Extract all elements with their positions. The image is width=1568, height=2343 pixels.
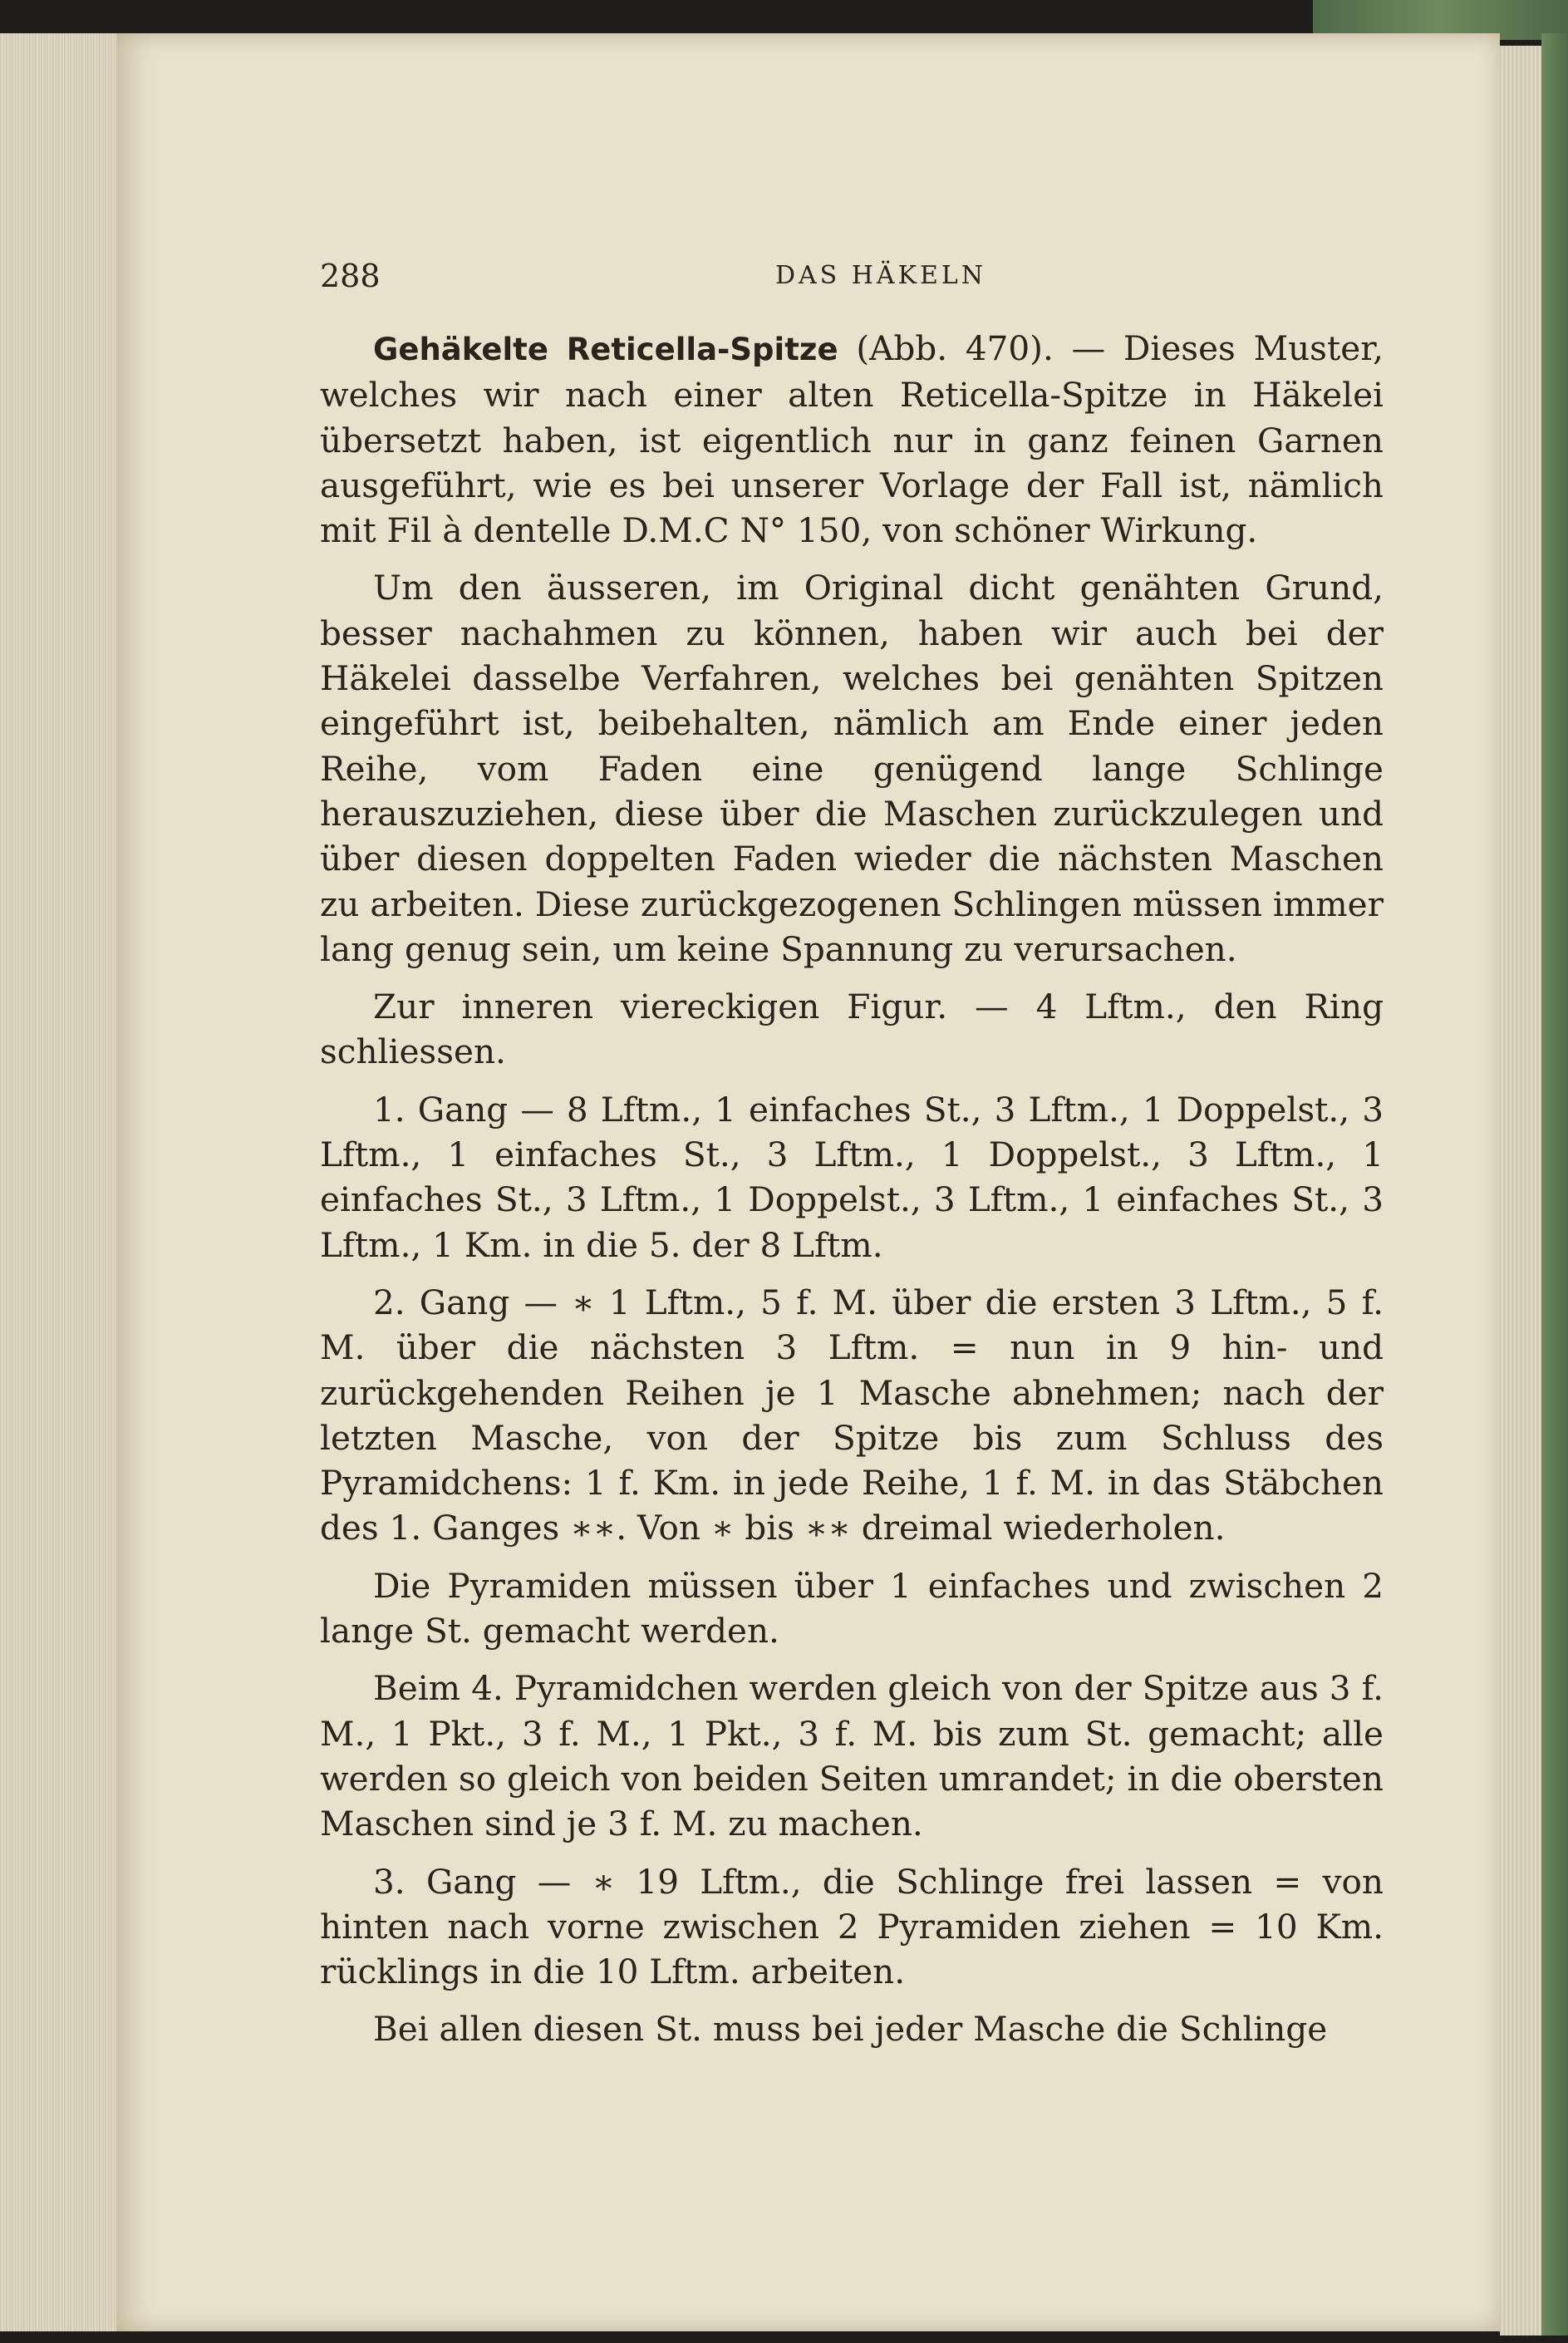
paragraph-text: (Abb. 470). — Dieses Muster, welches wir nach einer alten Reticella-Spitze in Häkelei übersetzt haben, ist eigentlich nur in ganz feinen Garnen ausgeführt, wie es bei unserer Vorlage der Fall ist, nämlich mit Fil à dentelle D.M.C N° 150, von schöner Wirkung. bbox=[320, 328, 1384, 551]
body-text bbox=[320, 326, 1384, 2065]
paragraph: Bei allen diesen St. muss bei jeder Masche die Schlinge bbox=[373, 2009, 1328, 2050]
paragraph: 3. Gang — ∗ 19 Lftm., die Schlinge frei lassen = von hinten nach vorne zwischen 2 Pyramiden ziehen = 10 Km. rücklings in die 10 Lftm. arbeiten. bbox=[320, 1861, 1384, 1992]
paragraph: Zur inneren viereckigen Figur. — 4 Lftm., den Ring schliessen. bbox=[320, 987, 1384, 1072]
page-number: 288 bbox=[320, 258, 381, 294]
paragraph bbox=[320, 326, 1384, 553]
paragraph: 1. Gang — 8 Lftm., 1 einfaches St., 3 Lftm., 1 Doppelst., 3 Lftm., 1 einfaches St., 3 Lftm., 1 Doppelst., 3 Lftm., 1 einfaches St., 3 Lftm., 1 Doppelst., 3 Lftm., 1 einfaches St., 3 Lftm., 1 Km. in die 5. der 8 Lftm. bbox=[320, 1089, 1384, 1265]
paragraph: Um den äusseren, im Original dicht genähten Grund, besser nachahmen zu können, haben wir auch bei der Häkelei dasselbe Verfahren, welches bei genähten Spitzen eingeführt ist, beibehalten, nämlich am Ende einer jeden Reihe, vom Faden eine genügend lange Schlinge herauszuziehen, diese über die Maschen zurückzulegen und über diesen doppelten Faden wieder die nächsten Maschen zu arbeiten. Diese zurückgezogenen Schlingen müssen immer lang genug sein, um keine Spannung zu verursachen. bbox=[320, 568, 1384, 969]
section-title: Gehäkelte Reticella-Spitze bbox=[373, 332, 838, 367]
paragraph: Beim 4. Pyramidchen werden gleich von der Spitze aus 3 f. M., 1 Pkt., 3 f. M., 1 Pkt., 3 f. M. bis zum St. gemacht; alle werden so gleich von beiden Seiten umrandet; in die obersten Maschen sind je 3 f. M. zu machen. bbox=[320, 1668, 1384, 1844]
page-stack-edge-right bbox=[1500, 46, 1541, 2336]
running-head: DAS HÄKELN bbox=[774, 261, 987, 290]
paragraph: Die Pyramiden müssen über 1 einfaches und zwischen 2 lange St. gemacht werden. bbox=[320, 1565, 1384, 1651]
paragraph: 2. Gang — ∗ 1 Lftm., 5 f. M. über die ersten 3 Lftm., 5 f. M. über die nächsten 3 Lftm. = nun in 9 hin- und zurückgehenden Reihen je 1 Masche abnehmen; nach der letzten Masche, von der Spitze bis zum Schluss des Pyramidchens: 1 f. Km. in jede Reihe, 1 f. M. in das Stäbchen des 1. Ganges ∗∗. Von ∗ bis ∗∗ dreimal wiederholen. bbox=[320, 1282, 1384, 1548]
page-stack-edge-left bbox=[0, 33, 118, 2331]
book-cover-cloth-right bbox=[1541, 33, 1568, 2336]
page-header bbox=[320, 258, 1384, 299]
